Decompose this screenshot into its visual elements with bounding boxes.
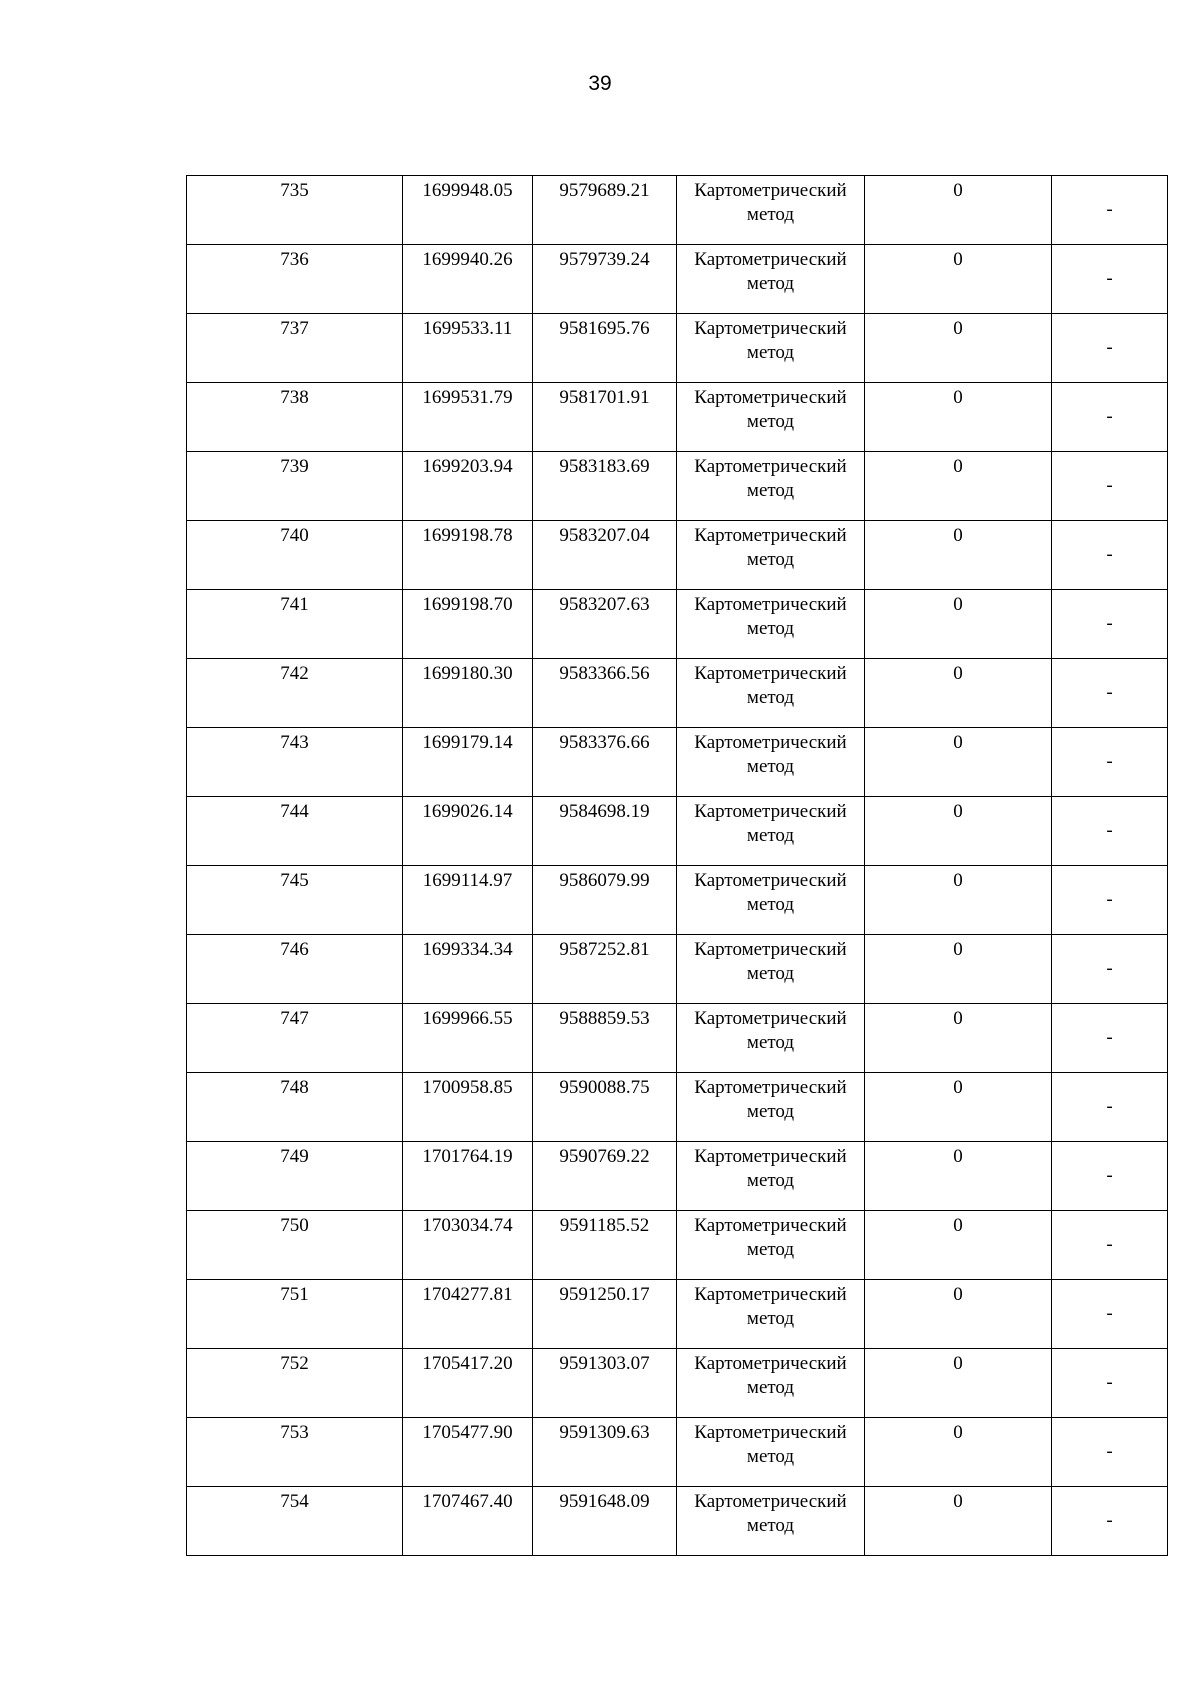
- accuracy-value: 0: [953, 1008, 963, 1029]
- method-cell: [677, 1487, 865, 1556]
- point-number-value: 736: [280, 249, 309, 270]
- point-number-value: 748: [280, 1077, 309, 1098]
- coordinate-y-value: 9579739.24: [559, 249, 650, 270]
- coordinate-x-value: 1705477.90: [422, 1422, 513, 1443]
- coordinate-x-cell: [403, 245, 533, 314]
- page-number: 39: [588, 72, 612, 95]
- point-number-value: 739: [280, 456, 309, 477]
- method-value: Картометрический метод: [694, 594, 847, 639]
- method-value: Картометрический метод: [694, 1077, 847, 1122]
- coordinate-y-cell: [533, 1280, 677, 1349]
- method-cell: [677, 245, 865, 314]
- coordinate-y-cell: [533, 797, 677, 866]
- coordinate-x-cell: [403, 314, 533, 383]
- method-value: Картометрический метод: [694, 732, 847, 777]
- table-row: [187, 590, 1168, 659]
- accuracy-cell: [865, 590, 1052, 659]
- table-row: [187, 521, 1168, 590]
- method-value: Картометрический метод: [694, 1215, 847, 1260]
- table-row: [187, 452, 1168, 521]
- method-cell: [677, 1349, 865, 1418]
- note-value: -: [1106, 544, 1113, 565]
- coordinate-y-value: 9583376.66: [559, 732, 650, 753]
- coordinate-x-value: 1699948.05: [422, 180, 513, 201]
- method-cell: [677, 728, 865, 797]
- accuracy-cell: [865, 797, 1052, 866]
- point-number-cell: [187, 245, 403, 314]
- point-number-value: 735: [280, 180, 309, 201]
- method-cell: [677, 659, 865, 728]
- accuracy-value: 0: [953, 732, 963, 753]
- coordinate-y-cell: [533, 383, 677, 452]
- accuracy-value: 0: [953, 1284, 963, 1305]
- point-number-value: 745: [280, 870, 309, 891]
- accuracy-cell: [865, 1073, 1052, 1142]
- note-value: -: [1106, 406, 1113, 427]
- point-number-value: 743: [280, 732, 309, 753]
- note-cell: [1052, 314, 1168, 383]
- point-number-cell: [187, 1004, 403, 1073]
- point-number-value: 737: [280, 318, 309, 339]
- note-value: -: [1106, 1165, 1113, 1186]
- point-number-cell: [187, 1349, 403, 1418]
- method-value: Картометрический метод: [694, 801, 847, 846]
- accuracy-value: 0: [953, 249, 963, 270]
- note-cell: [1052, 728, 1168, 797]
- coordinate-x-cell: [403, 1487, 533, 1556]
- point-number-cell: [187, 866, 403, 935]
- accuracy-cell: [865, 1280, 1052, 1349]
- point-number-cell: [187, 314, 403, 383]
- method-cell: [677, 1280, 865, 1349]
- coordinate-y-value: 9591648.09: [559, 1491, 650, 1512]
- method-cell: [677, 935, 865, 1004]
- point-number-value: 741: [280, 594, 309, 615]
- method-cell: [677, 1211, 865, 1280]
- note-value: -: [1106, 820, 1113, 841]
- table-row: [187, 176, 1168, 245]
- point-number-cell: [187, 383, 403, 452]
- coordinate-y-cell: [533, 245, 677, 314]
- accuracy-value: 0: [953, 1077, 963, 1098]
- note-cell: [1052, 797, 1168, 866]
- point-number-cell: [187, 1418, 403, 1487]
- note-value: -: [1106, 475, 1113, 496]
- note-value: -: [1106, 682, 1113, 703]
- note-cell: [1052, 1418, 1168, 1487]
- coordinate-y-cell: [533, 452, 677, 521]
- note-cell: [1052, 1280, 1168, 1349]
- point-number-value: 749: [280, 1146, 309, 1167]
- point-number-value: 753: [280, 1422, 309, 1443]
- point-number-value: 746: [280, 939, 309, 960]
- method-cell: [677, 590, 865, 659]
- coordinate-x-cell: [403, 935, 533, 1004]
- point-number-value: 750: [280, 1215, 309, 1236]
- note-value: -: [1106, 337, 1113, 358]
- accuracy-cell: [865, 728, 1052, 797]
- table-row: [187, 1280, 1168, 1349]
- accuracy-cell: [865, 245, 1052, 314]
- coordinate-y-value: 9590088.75: [559, 1077, 650, 1098]
- accuracy-cell: [865, 935, 1052, 1004]
- coordinate-y-cell: [533, 590, 677, 659]
- coordinate-x-value: 1699966.55: [422, 1008, 513, 1029]
- coordinate-y-value: 9584698.19: [559, 801, 650, 822]
- accuracy-cell: [865, 1418, 1052, 1487]
- accuracy-value: 0: [953, 801, 963, 822]
- coordinate-y-value: 9583207.63: [559, 594, 650, 615]
- note-value: -: [1106, 1096, 1113, 1117]
- accuracy-cell: [865, 452, 1052, 521]
- point-number-cell: [187, 1142, 403, 1211]
- table-row: [187, 314, 1168, 383]
- point-number-cell: [187, 1280, 403, 1349]
- method-value: Картометрический метод: [694, 1422, 847, 1467]
- coordinate-x-value: 1703034.74: [422, 1215, 513, 1236]
- note-value: -: [1106, 1510, 1113, 1531]
- coordinate-y-value: 9591303.07: [559, 1353, 650, 1374]
- table-row: [187, 797, 1168, 866]
- method-cell: [677, 866, 865, 935]
- table-row: [187, 1487, 1168, 1556]
- accuracy-cell: [865, 1211, 1052, 1280]
- accuracy-value: 0: [953, 1353, 963, 1374]
- note-cell: [1052, 176, 1168, 245]
- coordinate-x-cell: [403, 659, 533, 728]
- method-value: Картометрический метод: [694, 318, 847, 363]
- coordinate-x-cell: [403, 1280, 533, 1349]
- note-cell: [1052, 1004, 1168, 1073]
- coordinate-x-value: 1699026.14: [422, 801, 513, 822]
- coordinate-y-value: 9583366.56: [559, 663, 650, 684]
- coordinate-x-cell: [403, 452, 533, 521]
- method-cell: [677, 521, 865, 590]
- note-cell: [1052, 659, 1168, 728]
- coordinate-x-cell: [403, 866, 533, 935]
- note-cell: [1052, 245, 1168, 314]
- accuracy-cell: [865, 1349, 1052, 1418]
- method-cell: [677, 1073, 865, 1142]
- table-row: [187, 659, 1168, 728]
- coordinate-x-value: 1699198.70: [422, 594, 513, 615]
- coordinate-y-value: 9583183.69: [559, 456, 650, 477]
- coordinate-x-cell: [403, 1349, 533, 1418]
- coordinate-y-value: 9591250.17: [559, 1284, 650, 1305]
- method-value: Картометрический метод: [694, 1008, 847, 1053]
- method-value: Картометрический метод: [694, 870, 847, 915]
- coordinate-x-value: 1699533.11: [422, 318, 513, 339]
- note-value: -: [1106, 958, 1113, 979]
- coordinate-y-cell: [533, 866, 677, 935]
- accuracy-value: 0: [953, 318, 963, 339]
- coordinate-y-value: 9588859.53: [559, 1008, 650, 1029]
- accuracy-value: 0: [953, 939, 963, 960]
- note-cell: [1052, 452, 1168, 521]
- coordinate-y-cell: [533, 935, 677, 1004]
- point-number-value: 751: [280, 1284, 309, 1305]
- coordinate-x-value: 1705417.20: [422, 1353, 513, 1374]
- coordinate-y-cell: [533, 176, 677, 245]
- coordinate-x-value: 1699179.14: [422, 732, 513, 753]
- table-row: [187, 1418, 1168, 1487]
- coordinates-table-body: [187, 176, 1168, 1556]
- coordinate-x-value: 1701764.19: [422, 1146, 513, 1167]
- point-number-value: 744: [280, 801, 309, 822]
- coordinate-y-value: 9586079.99: [559, 870, 650, 891]
- method-value: Картометрический метод: [694, 180, 847, 225]
- coordinate-y-cell: [533, 659, 677, 728]
- coordinate-y-value: 9587252.81: [559, 939, 650, 960]
- method-cell: [677, 176, 865, 245]
- accuracy-cell: [865, 1487, 1052, 1556]
- note-cell: [1052, 1142, 1168, 1211]
- method-cell: [677, 1142, 865, 1211]
- accuracy-value: 0: [953, 180, 963, 201]
- point-number-cell: [187, 590, 403, 659]
- coordinates-table: [186, 175, 1168, 1556]
- point-number-value: 738: [280, 387, 309, 408]
- coordinate-y-value: 9591185.52: [559, 1215, 650, 1236]
- coordinate-y-cell: [533, 521, 677, 590]
- accuracy-value: 0: [953, 1491, 963, 1512]
- accuracy-value: 0: [953, 1422, 963, 1443]
- point-number-cell: [187, 728, 403, 797]
- coordinate-x-cell: [403, 1418, 533, 1487]
- method-value: Картометрический метод: [694, 1146, 847, 1191]
- coordinate-x-value: 1700958.85: [422, 1077, 513, 1098]
- coordinate-x-cell: [403, 176, 533, 245]
- table-row: [187, 866, 1168, 935]
- coordinate-y-cell: [533, 1142, 677, 1211]
- method-cell: [677, 1418, 865, 1487]
- coordinate-x-cell: [403, 1004, 533, 1073]
- accuracy-cell: [865, 1004, 1052, 1073]
- point-number-cell: [187, 797, 403, 866]
- accuracy-value: 0: [953, 870, 963, 891]
- coordinate-x-cell: [403, 521, 533, 590]
- coordinate-x-cell: [403, 1073, 533, 1142]
- coordinate-x-cell: [403, 383, 533, 452]
- accuracy-cell: [865, 383, 1052, 452]
- accuracy-value: 0: [953, 525, 963, 546]
- accuracy-value: 0: [953, 594, 963, 615]
- coordinate-y-cell: [533, 728, 677, 797]
- coordinate-y-cell: [533, 1211, 677, 1280]
- coordinate-y-value: 9591309.63: [559, 1422, 650, 1443]
- point-number-value: 754: [280, 1491, 309, 1512]
- coordinate-y-cell: [533, 1073, 677, 1142]
- point-number-value: 752: [280, 1353, 309, 1374]
- note-cell: [1052, 521, 1168, 590]
- note-value: -: [1106, 268, 1113, 289]
- coordinate-y-value: 9579689.21: [559, 180, 650, 201]
- note-value: -: [1106, 889, 1113, 910]
- coordinate-y-cell: [533, 1004, 677, 1073]
- coordinate-y-cell: [533, 1418, 677, 1487]
- method-value: Картометрический метод: [694, 456, 847, 501]
- coordinate-x-value: 1699203.94: [422, 456, 513, 477]
- note-cell: [1052, 1211, 1168, 1280]
- method-value: Картометрический метод: [694, 1491, 847, 1536]
- point-number-cell: [187, 659, 403, 728]
- point-number-cell: [187, 1211, 403, 1280]
- accuracy-value: 0: [953, 387, 963, 408]
- point-number-cell: [187, 452, 403, 521]
- coordinate-y-cell: [533, 1487, 677, 1556]
- coordinate-y-value: 9581695.76: [559, 318, 650, 339]
- accuracy-cell: [865, 314, 1052, 383]
- method-cell: [677, 797, 865, 866]
- method-value: Картометрический метод: [694, 939, 847, 984]
- point-number-cell: [187, 935, 403, 1004]
- coordinate-x-value: 1699531.79: [422, 387, 513, 408]
- method-cell: [677, 383, 865, 452]
- method-value: Картометрический метод: [694, 387, 847, 432]
- coordinate-x-cell: [403, 590, 533, 659]
- method-value: Картометрический метод: [694, 1284, 847, 1329]
- coordinate-x-value: 1699940.26: [422, 249, 513, 270]
- table-row: [187, 383, 1168, 452]
- note-value: -: [1106, 1234, 1113, 1255]
- method-cell: [677, 1004, 865, 1073]
- accuracy-value: 0: [953, 456, 963, 477]
- accuracy-cell: [865, 866, 1052, 935]
- table-row: [187, 1211, 1168, 1280]
- table-row: [187, 935, 1168, 1004]
- accuracy-value: 0: [953, 1146, 963, 1167]
- note-cell: [1052, 1349, 1168, 1418]
- note-cell: [1052, 935, 1168, 1004]
- table-row: [187, 728, 1168, 797]
- note-value: -: [1106, 199, 1113, 220]
- point-number-cell: [187, 176, 403, 245]
- table-row: [187, 1004, 1168, 1073]
- point-number-value: 742: [280, 663, 309, 684]
- coordinate-x-value: 1704277.81: [422, 1284, 513, 1305]
- method-value: Картометрический метод: [694, 249, 847, 294]
- accuracy-cell: [865, 659, 1052, 728]
- note-value: -: [1106, 1027, 1113, 1048]
- note-value: -: [1106, 613, 1113, 634]
- point-number-cell: [187, 521, 403, 590]
- point-number-cell: [187, 1073, 403, 1142]
- method-value: Картометрический метод: [694, 1353, 847, 1398]
- point-number-value: 747: [280, 1008, 309, 1029]
- coordinate-x-value: 1699180.30: [422, 663, 513, 684]
- accuracy-cell: [865, 1142, 1052, 1211]
- coordinate-x-value: 1707467.40: [422, 1491, 513, 1512]
- coordinate-x-cell: [403, 1142, 533, 1211]
- coordinate-x-value: 1699334.34: [422, 939, 513, 960]
- coordinate-y-value: 9581701.91: [559, 387, 650, 408]
- coordinate-x-cell: [403, 728, 533, 797]
- coordinate-y-cell: [533, 1349, 677, 1418]
- method-value: Картометрический метод: [694, 663, 847, 708]
- coordinate-x-value: 1699198.78: [422, 525, 513, 546]
- method-value: Картометрический метод: [694, 525, 847, 570]
- note-value: -: [1106, 1303, 1113, 1324]
- table-row: [187, 1073, 1168, 1142]
- method-cell: [677, 452, 865, 521]
- note-cell: [1052, 866, 1168, 935]
- coordinate-y-value: 9590769.22: [559, 1146, 650, 1167]
- method-cell: [677, 314, 865, 383]
- coordinate-y-value: 9583207.04: [559, 525, 650, 546]
- accuracy-value: 0: [953, 663, 963, 684]
- table-row: [187, 1349, 1168, 1418]
- note-cell: [1052, 1487, 1168, 1556]
- point-number-cell: [187, 1487, 403, 1556]
- coordinate-x-value: 1699114.97: [422, 870, 513, 891]
- table-row: [187, 245, 1168, 314]
- note-cell: [1052, 1073, 1168, 1142]
- coordinate-x-cell: [403, 1211, 533, 1280]
- note-cell: [1052, 383, 1168, 452]
- accuracy-cell: [865, 521, 1052, 590]
- accuracy-cell: [865, 176, 1052, 245]
- note-cell: [1052, 590, 1168, 659]
- coordinate-x-cell: [403, 797, 533, 866]
- note-value: -: [1106, 1441, 1113, 1462]
- accuracy-value: 0: [953, 1215, 963, 1236]
- coordinate-y-cell: [533, 314, 677, 383]
- point-number-value: 740: [280, 525, 309, 546]
- note-value: -: [1106, 1372, 1113, 1393]
- note-value: -: [1106, 751, 1113, 772]
- table-row: [187, 1142, 1168, 1211]
